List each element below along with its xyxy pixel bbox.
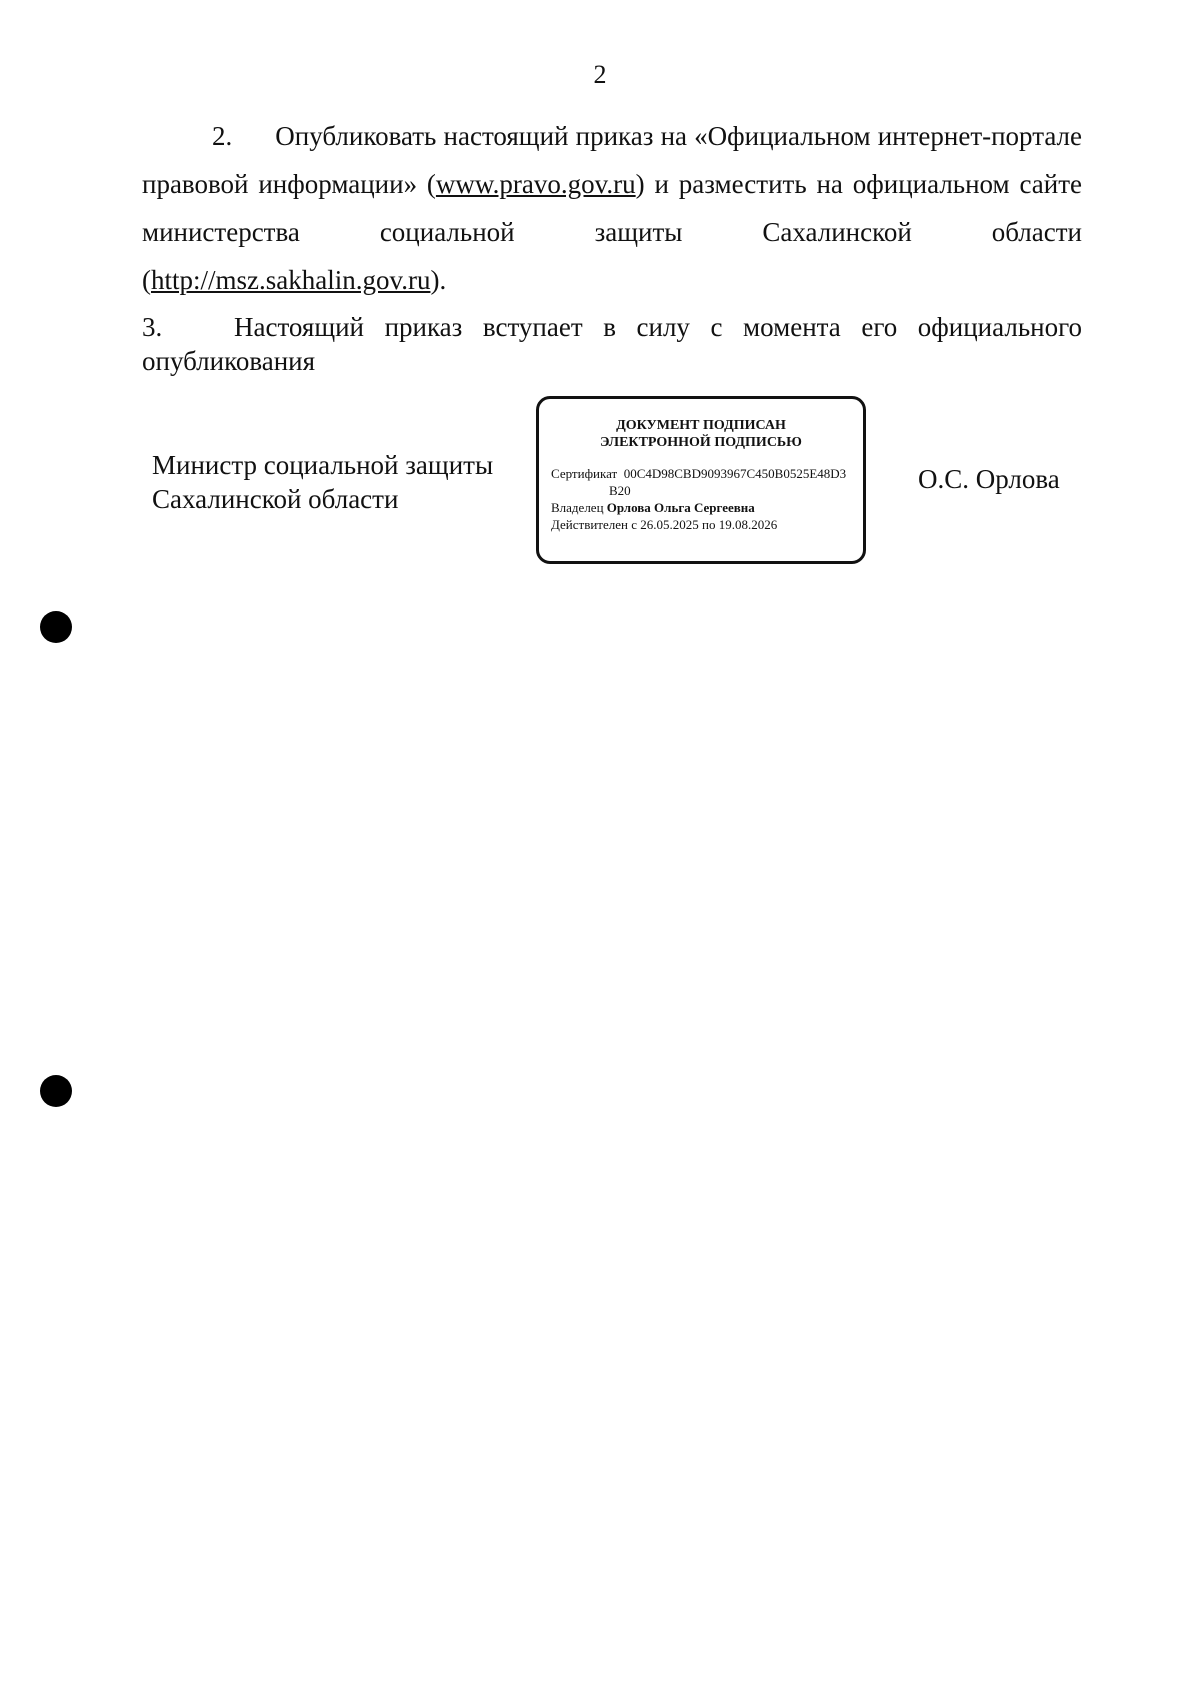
punch-hole: [40, 1075, 72, 1107]
punch-hole: [40, 611, 72, 643]
signer-title-line-2: Сахалинской области: [152, 484, 399, 514]
stamp-owner-row: [551, 499, 863, 516]
stamp-certificate-row: [551, 465, 863, 482]
stamp-owner-value: Орлова Ольга Сергеевна: [606, 500, 755, 515]
paragraph-2-text-end: ).: [430, 265, 447, 295]
signer-title-line-1: Министр социальной защиты: [152, 450, 494, 480]
page-number: 2: [593, 60, 607, 89]
signer-title: [152, 448, 493, 516]
paragraph-2-text-middle: ) и разместить на официальном сайте министерства социальной защиты Сахалинской области (: [142, 169, 1082, 295]
pravo-link[interactable]: www.pravo.gov.ru: [435, 169, 636, 199]
stamp-header: [539, 417, 863, 451]
stamp-certificate-value: 00C4D98CBD9093967C450B0525E48D3: [623, 466, 847, 481]
paragraph-3-number: 3.: [142, 312, 163, 342]
stamp-owner-label: Владелец: [551, 500, 604, 515]
electronic-signature-stamp: [536, 396, 866, 564]
stamp-certificate-label: Сертификат: [551, 466, 618, 481]
stamp-header-line-1: ДОКУМЕНТ ПОДПИСАН: [616, 418, 786, 433]
paragraph-2-text-start: Опубликовать настоящий приказ на «Официальном интернет-портале правовой информации» (: [142, 121, 1083, 199]
paragraph-3-text: Настоящий приказ вступает в силу с момента его официального опубликования: [142, 312, 1082, 376]
signer-name: О.С. Орлова: [918, 464, 1060, 494]
stamp-validity: Действителен с 26.05.2025 по 19.08.2026: [551, 517, 778, 532]
stamp-body: [551, 465, 863, 533]
msz-link[interactable]: http://msz.sakhalin.gov.ru: [151, 265, 431, 295]
paragraph-2-number: 2.: [212, 121, 233, 151]
paragraph-3: [142, 310, 1082, 378]
stamp-certificate-tail: B20: [609, 483, 631, 498]
paragraph-2: [142, 112, 1082, 304]
stamp-header-line-2: ЭЛЕКТРОННОЙ ПОДПИСЬЮ: [600, 435, 802, 450]
